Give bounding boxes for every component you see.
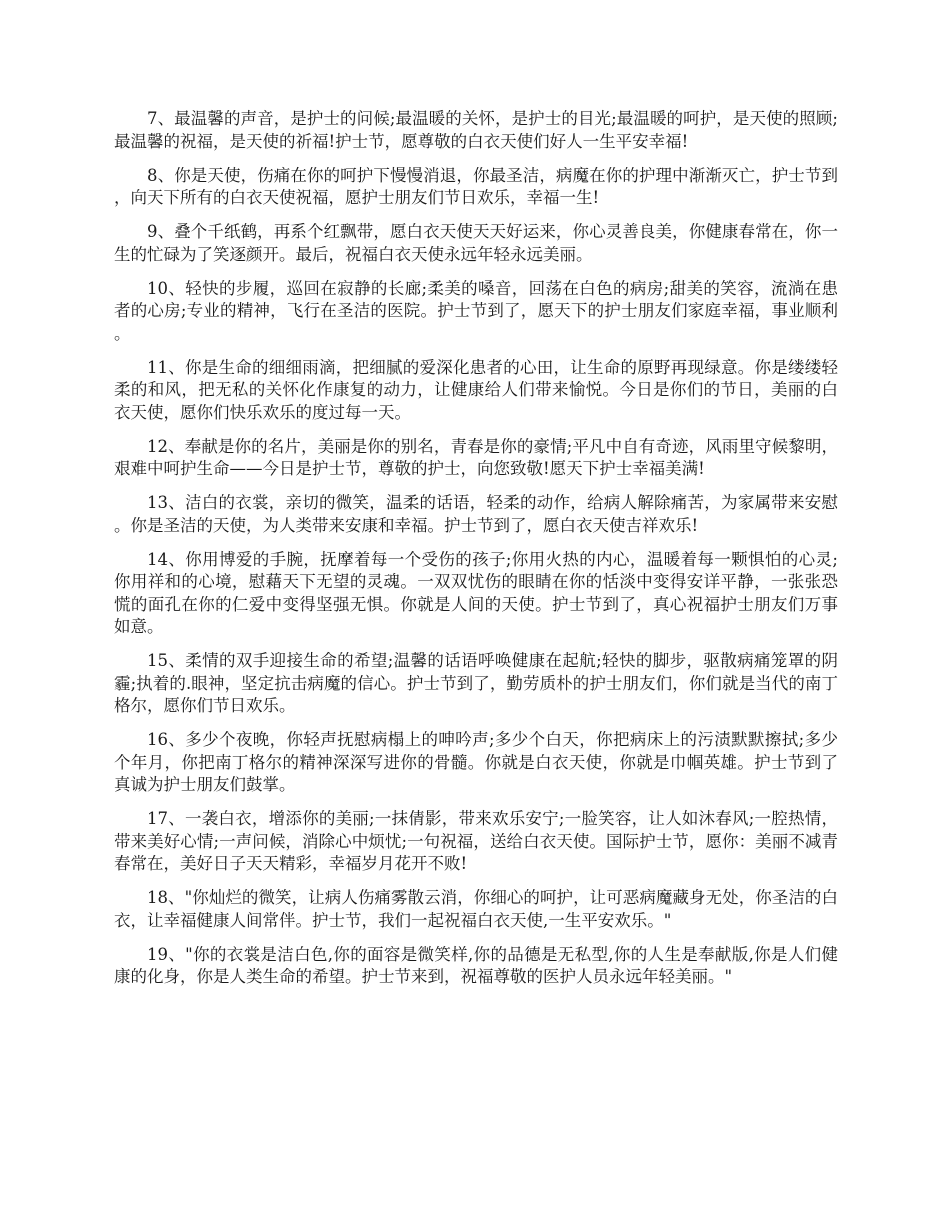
paragraph-11: 11、你是生命的细细雨滴，把细腻的爱深化患者的心田，让生命的原野再现绿意。你是缕缕轻柔的和风，把无私的关怀化作康复的动力，让健康给人们带来愉悦。今日是你们的节日，美丽的白衣天使，愿你们快乐欢乐的度过每一天。 [114, 357, 838, 422]
paragraph-15: 15、柔情的双手迎接生命的希望;温馨的话语呼唤健康在起航;轻快的脚步，驱散病痛笼罩的阴霾;执着的.眼神，坚定抗击病魔的信心。护士节到了，勤劳质朴的护士朋友们，你们就是当代的南丁格尔，愿你们节日欢乐。 [114, 651, 838, 715]
paragraph-13: 13、洁白的衣裳，亲切的微笑，温柔的话语，轻柔的动作，给病人解除痛苦，为家属带来安慰。你是圣洁的天使，为人类带来安康和幸福。护士节到了，愿白衣天使吉祥欢乐! [114, 493, 838, 535]
paragraph-12: 12、奉献是你的名片，美丽是你的别名，青春是你的豪情;平凡中自有奇迹，风雨里守候黎明，艰难中呵护生命——今日是护士节，尊敬的护士，向您致敬!愿天下护士幸福美满! [114, 436, 838, 478]
paragraph-8: 8、你是天使，伤痛在你的呵护下慢慢消退，你最圣洁，病魔在你的护理中渐渐灭亡，护士节到，向天下所有的白衣天使祝福，愿护士朋友们节日欢乐，幸福一生! [114, 165, 838, 207]
paragraph-16: 16、多少个夜晚，你轻声抚慰病榻上的呻吟声;多少个白天，你把病床上的污渍默默擦拭;多少个年月，你把南丁格尔的精神深深写进你的骨髓。你就是白衣天使，你就是巾帼英雄。护士节到了真诚为护士朋友们鼓掌。 [114, 730, 838, 794]
paragraph-14: 14、你用博爱的手腕，抚摩着每一个受伤的孩子;你用火热的内心，温暖着每一颗惧怕的心灵;你用祥和的心境，慰藉天下无望的灵魂。一双双忧伤的眼睛在你的恬淡中变得安详平静，一张张恐慌的面孔在你的仁爱中变得坚强无惧。你就是人间的天使。护士节到了，真心祝福护士朋友们万事如意。 [114, 549, 838, 636]
paragraph-7: 7、最温馨的声音，是护士的问候;最温暖的关怀，是护士的目光;最温暖的呵护，是天使的照顾;最温馨的祝福，是天使的祈福!护士节，愿尊敬的白衣天使们好人一生平安幸福! [114, 109, 838, 151]
paragraph-17: 17、一袭白衣，增添你的美丽;一抹倩影，带来欢乐安宁;一脸笑容，让人如沐春风;一腔热情，带来美好心情;一声问候，消除心中烦忧;一句祝福，送给白衣天使。国际护士节，愿你：美丽不减青春常在，美好日子天天精彩，幸福岁月花开不败! [114, 809, 838, 873]
paragraph-10: 10、轻快的步履，巡回在寂静的长廊;柔美的嗓音，回荡在白色的病房;甜美的笑容，流淌在患者的心房;专业的精神，飞行在圣洁的医院。护士节到了，愿天下的护士朋友们家庭幸福，事业顺利。 [114, 278, 838, 343]
paragraph-19: 19、"你的衣裳是洁白色,你的面容是微笑样,你的品德是无私型,你的人生是奉献版,你是人们健康的化身，你是人类生命的希望。护士节来到，祝福尊敬的医护人员永远年轻美丽。" [114, 944, 838, 986]
paragraph-9: 9、叠个千纸鹤，再系个红飘带，愿白衣天使天天好运来，你心灵善良美，你健康春常在，你一生的忙碌为了笑逐颜开。最后，祝福白衣天使永远年轻永远美丽。 [114, 222, 838, 264]
paragraph-18: 18、"你灿烂的微笑，让病人伤痛雾散云消，你细心的呵护，让可恶病魔藏身无处，你圣洁的白衣，让幸福健康人间常伴。护士节，我们一起祝福白衣天使,一生平安欢乐。" [114, 888, 838, 930]
document-body [114, 108, 838, 1000]
